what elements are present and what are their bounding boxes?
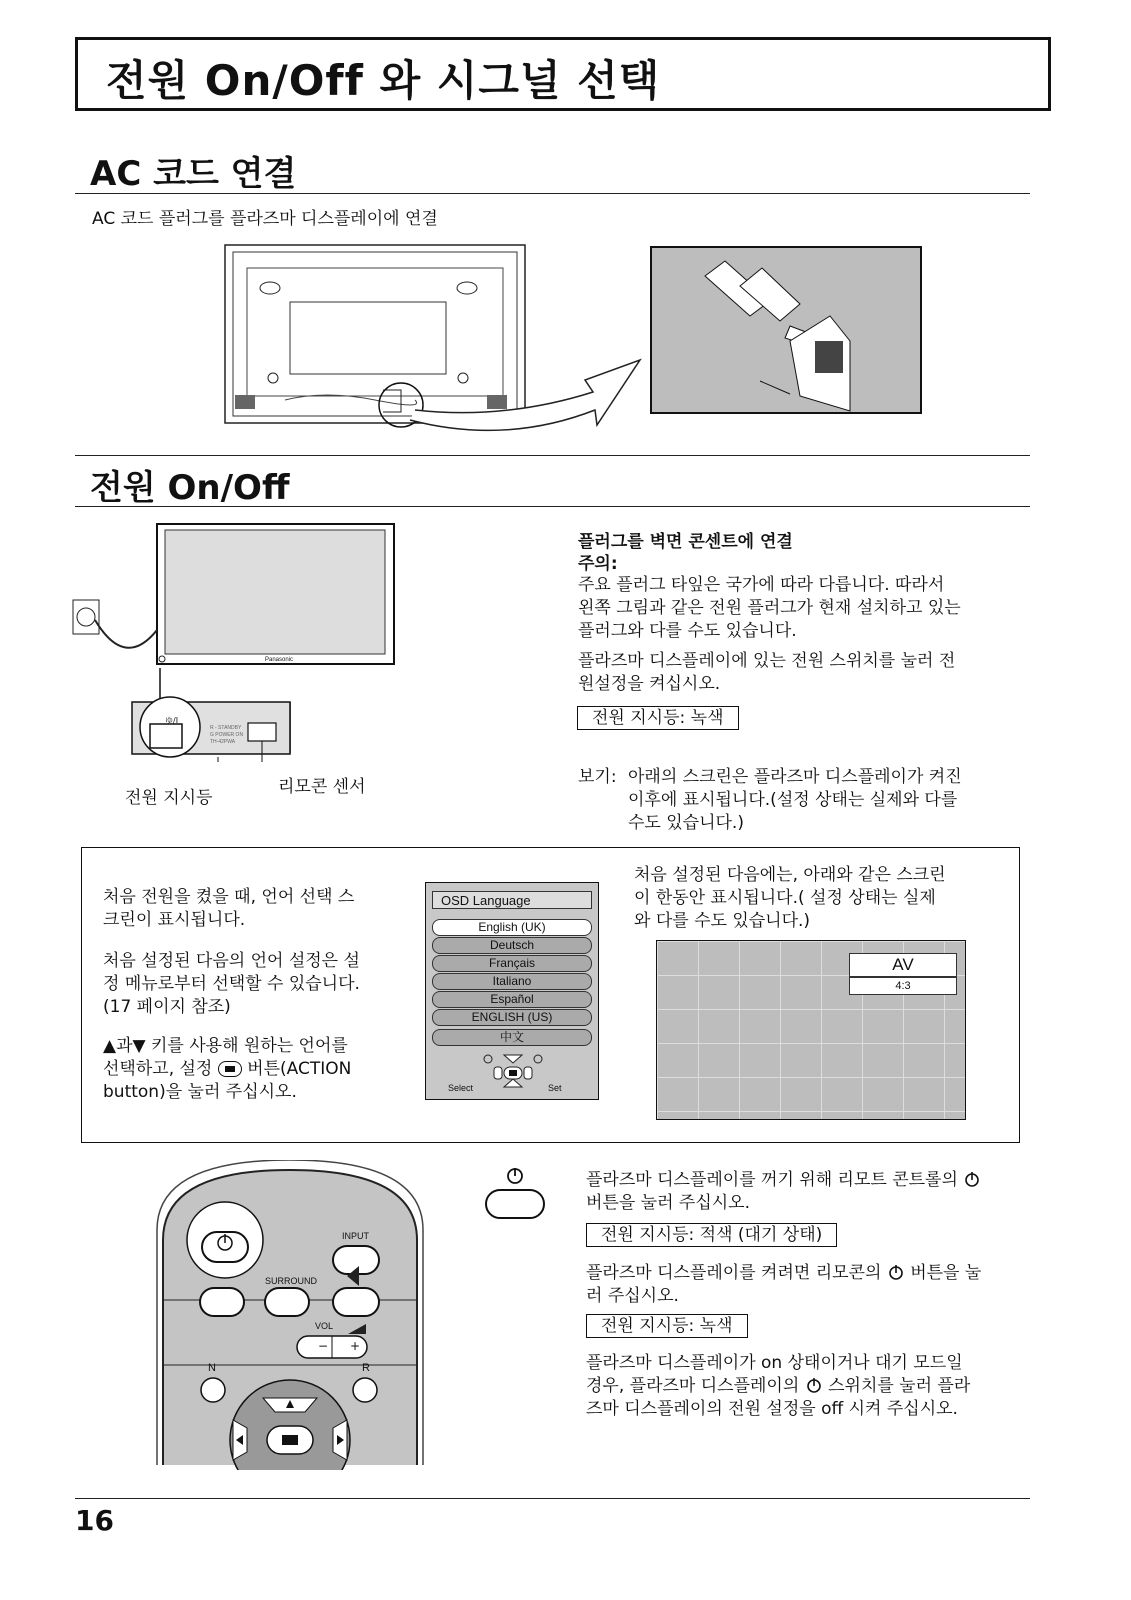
av-screen	[656, 940, 966, 1120]
divider	[75, 193, 1030, 194]
remote-on-text: 플라즈마 디스플레이를 켜려면 리모콘의 버튼을 눌 러 주십시오.	[586, 1263, 982, 1306]
action-button-icon	[218, 1061, 242, 1077]
osd-option[interactable]: Français	[432, 955, 592, 972]
view-text: 아래의 스크린은 플라즈마 디스플레이가 켜진 이후에 표시됩니다.(설정 상태는 실제와 다를 수도 있습니다.)	[628, 767, 962, 833]
title-box	[75, 37, 1051, 111]
note-text: 주요 플러그 타잎은 국가에 따라 다릅니다. 따라서 왼쪽 그림과 같은 전원 플러그가 현재 설치하고 있는 플러그와 다를 수도 있습니다.	[578, 575, 961, 641]
divider	[75, 455, 1030, 456]
view-label: 보기:	[578, 767, 617, 787]
remote-vol-plus[interactable]: +	[350, 1339, 361, 1353]
page-number: 16	[75, 1504, 114, 1537]
indicator-green-box-2: 전원 지시등: 녹색	[586, 1314, 748, 1338]
remote-surround-label: SURROUND	[265, 1276, 318, 1286]
label-remote-sensor: 리모콘 센서	[278, 777, 366, 797]
panel-model-label: TH-42PWA	[210, 739, 236, 745]
plug-heading: 플러그를 벽면 콘센트에 연결	[578, 532, 793, 552]
remote-vol-minus[interactable]: −	[318, 1339, 329, 1353]
power-icon	[963, 1170, 981, 1188]
section-heading-power: 전원 On/Off	[90, 468, 290, 508]
indicator-green-box: 전원 지시등: 녹색	[577, 706, 739, 730]
rear-panel-illustration	[205, 240, 645, 440]
osd-select-label: Select	[448, 1083, 474, 1093]
lang-right-text: 처음 설정된 다음에는, 아래와 같은 스크린 이 한동안 표시됩니다.( 설정 상태는 실제 와 다를 수도 있습니다.)	[634, 865, 946, 931]
switch-text: 플라즈마 디스플레이에 있는 전원 스위치를 눌러 전 원설정을 켜십시오.	[578, 651, 956, 694]
brand-label: Panasonic	[265, 657, 294, 663]
panel-standby-label: R - STANDBY	[210, 725, 242, 731]
ac-caption: AC 코드 플러그를 플라즈마 디스플레이에 연결	[92, 209, 438, 229]
remote-standby-text: 플라즈마 디스플레이가 on 상태이거나 대기 모드일 경우, 플라즈마 디스플레이의 스위치를 눌러 플라 즈마 디스플레이의 전원 설정을 off 시켜 주십시오.	[586, 1353, 971, 1419]
power-icon	[887, 1263, 905, 1281]
panel-switch-label: ゆ/I	[165, 716, 179, 725]
osd-option[interactable]: Deutsch	[432, 937, 592, 954]
osd-set-label: Set	[548, 1083, 562, 1093]
panel-zoom-illustration	[130, 662, 295, 762]
remote-n-label: N	[208, 1362, 216, 1374]
osd-option[interactable]: Italiano	[432, 973, 592, 990]
lang-text-3: ▲과▼ 키를 사용해 원하는 언어를 선택하고, 설정 버튼(ACTION button)을 눌러 주십시오.	[103, 1036, 352, 1102]
remote-vol-label: VOL	[315, 1321, 334, 1331]
display-front-illustration	[65, 520, 410, 670]
divider	[75, 1498, 1030, 1499]
label-power-indicator: 전원 지시등	[125, 788, 213, 808]
remote-input-label: INPUT	[342, 1231, 369, 1241]
osd-option[interactable]: ENGLISH (US)	[432, 1009, 592, 1026]
indicator-red-box: 전원 지시등: 적색 (대기 상태)	[586, 1223, 837, 1247]
osd-option[interactable]: Español	[432, 991, 592, 1008]
osd-option[interactable]: English (UK)	[432, 919, 592, 936]
screen-input-label: AV	[849, 953, 957, 977]
plug-detail-illustration	[650, 246, 922, 414]
lang-text-1: 처음 전원을 켰을 때, 언어 선택 스 크린이 표시됩니다.	[103, 887, 355, 930]
osd-title: OSD Language	[432, 891, 592, 909]
osd-language-panel	[425, 882, 599, 1100]
osd-option[interactable]: 中文	[432, 1029, 592, 1046]
section-heading-ac: AC 코드 연결	[90, 154, 297, 194]
page-title: 전원 On/Off 와 시그널 선택	[106, 56, 661, 105]
remote-control-illustration	[155, 1160, 425, 1470]
screen-aspect-label: 4:3	[849, 977, 957, 995]
lang-text-2: 처음 설정된 다음의 언어 설정은 설 정 메뉴로부터 선택할 수 있습니다. (17 페이지 참조)	[103, 951, 360, 1017]
panel-power-on-label: G POWER ON	[210, 732, 244, 738]
power-icon	[805, 1376, 823, 1394]
osd-nav-keys-icon	[476, 1051, 556, 1091]
divider	[75, 506, 1030, 507]
remote-r-label: R	[362, 1362, 370, 1374]
remote-off-text: 플라즈마 디스플레이를 꺼기 위해 리모트 콘트롤의 버튼을 눌러 주십시오.	[586, 1169, 981, 1215]
power-button-icon[interactable]	[483, 1166, 547, 1222]
note-label: 주의:	[578, 554, 618, 574]
